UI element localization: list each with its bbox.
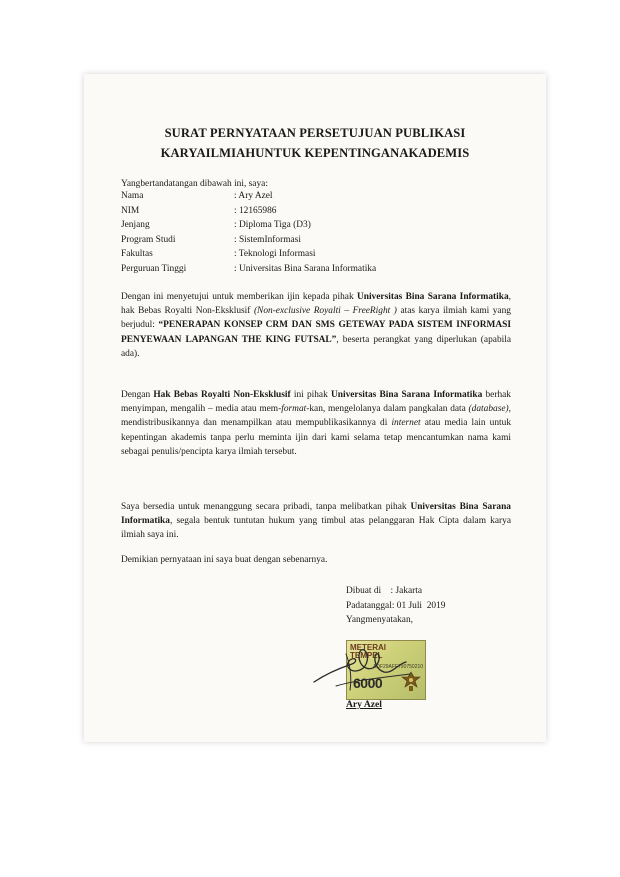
text-span: atau media lain untuk kepentingan akademis tanpa perlu meminta ijin dari kami selama tetap mencantumkan nama kami sebagai penulis/pencipta karya ilmiah tersebut. [121, 418, 512, 457]
stamp-label-line-1: METERAI [350, 643, 386, 652]
signature-block [346, 584, 445, 628]
thesis-title: “PENERAPAN KONSEP CRM DAN SMS GETEWAY PADA SISTEM INFORMASI PENYEWAAN LAPANGAN THE KING FUTSAL” [121, 320, 511, 345]
field-value: : Diploma Tiga (D3) [234, 220, 311, 231]
sign-place: Dibuat di : Jakarta [346, 586, 423, 596]
italic-term: internet [391, 418, 421, 429]
text-span: Saya bersedia untuk menanggung secara pribadi, tanpa melibatkan pihak [121, 502, 411, 512]
field-value: : Universitas Bina Sarana Informatika [234, 263, 377, 274]
text-span: -kan, mengelolanya dalam pangkalan data [306, 404, 469, 415]
document-title-line-1: SURAT PERNYATAAN PERSETUJUAN PUBLIKASI [164, 126, 466, 140]
text-span: , segala bentuk tuntutan hukum yang timbul atas pelanggaran Hak Cipta dalam karya ilmiah saya ini. [121, 516, 511, 541]
stamp-serial: ADF29AFF790750210 [373, 664, 424, 670]
stamp-label-line-2: TEMPEL [350, 651, 383, 660]
paragraph-consent [121, 290, 511, 361]
intro-text: Yangbertandatangan dibawah ini, saya: [121, 179, 268, 189]
paragraph-liability [121, 500, 511, 543]
text-span: , mendistribusikannya dan menampilkan atau mempublikasikannya di [121, 404, 511, 429]
field-row-nama [121, 191, 376, 206]
sign-statement: Yangmenyatakan, [346, 615, 414, 626]
field-row-fakultas [121, 249, 376, 264]
handwritten-signature-icon [306, 634, 426, 704]
license-term: (Non-exclusive Royalti – FreeRight ) [253, 306, 397, 317]
university-name: Universitas Bina Sarana Informatika [330, 390, 483, 400]
text-span: , hak Bebas Royalti Non-Eksklusif [121, 292, 511, 317]
text-span: , beserta perangkat yang diperlukan (apabila ada). [121, 334, 511, 359]
text-span: atas karya ilmiah kami yang berjudul: [121, 306, 511, 331]
italic-term: (database) [468, 404, 509, 415]
field-row-program-studi [121, 235, 376, 250]
field-label: Fakultas [121, 249, 153, 260]
stamp-value: 6000 [353, 675, 383, 691]
field-label: Nama [121, 191, 144, 201]
document-title-line-2: KARYAILMIAHUNTUK KEPENTINGANAKADEMIS [160, 146, 470, 160]
field-value: : 12165986 [234, 205, 277, 216]
field-label: Program Studi [121, 234, 176, 245]
document-page [84, 74, 546, 742]
field-label: NIM [121, 205, 140, 216]
field-value: : Ary Azel [234, 191, 273, 201]
paragraph-rights [121, 388, 511, 459]
field-value: : Teknologi Informasi [234, 249, 316, 260]
license-name: Hak Bebas Royalti Non-Eksklusif [153, 390, 291, 400]
field-row-nim [121, 206, 376, 221]
field-label: Perguruan Tinggi [121, 263, 187, 274]
university-name: Universitas Bina Sarana Informatika [356, 292, 509, 302]
text-span: ini pihak [290, 390, 331, 400]
university-name: Universitas Bina Sarana Informatika [121, 502, 511, 527]
identity-table [121, 191, 376, 279]
signer-name: Ary Azel [346, 699, 382, 710]
paragraph-closing: Demikian pernyataan ini saya buat dengan sebenarnya. [121, 555, 328, 565]
field-label: Jenjang [121, 220, 150, 231]
text-span: Dengan [121, 390, 154, 400]
text-span: Dengan ini menyetujui untuk memberikan ijin kepada pihak [121, 292, 357, 302]
field-value: : SistemInformasi [234, 234, 301, 245]
italic-term: format [281, 404, 307, 415]
text-span: berhak menyimpan, mengalih – media atau mem- [121, 390, 511, 415]
sign-date: Padatanggal: 01 Juli 2019 [346, 600, 446, 611]
field-row-perguruan-tinggi [121, 264, 376, 279]
field-row-jenjang [121, 220, 376, 235]
